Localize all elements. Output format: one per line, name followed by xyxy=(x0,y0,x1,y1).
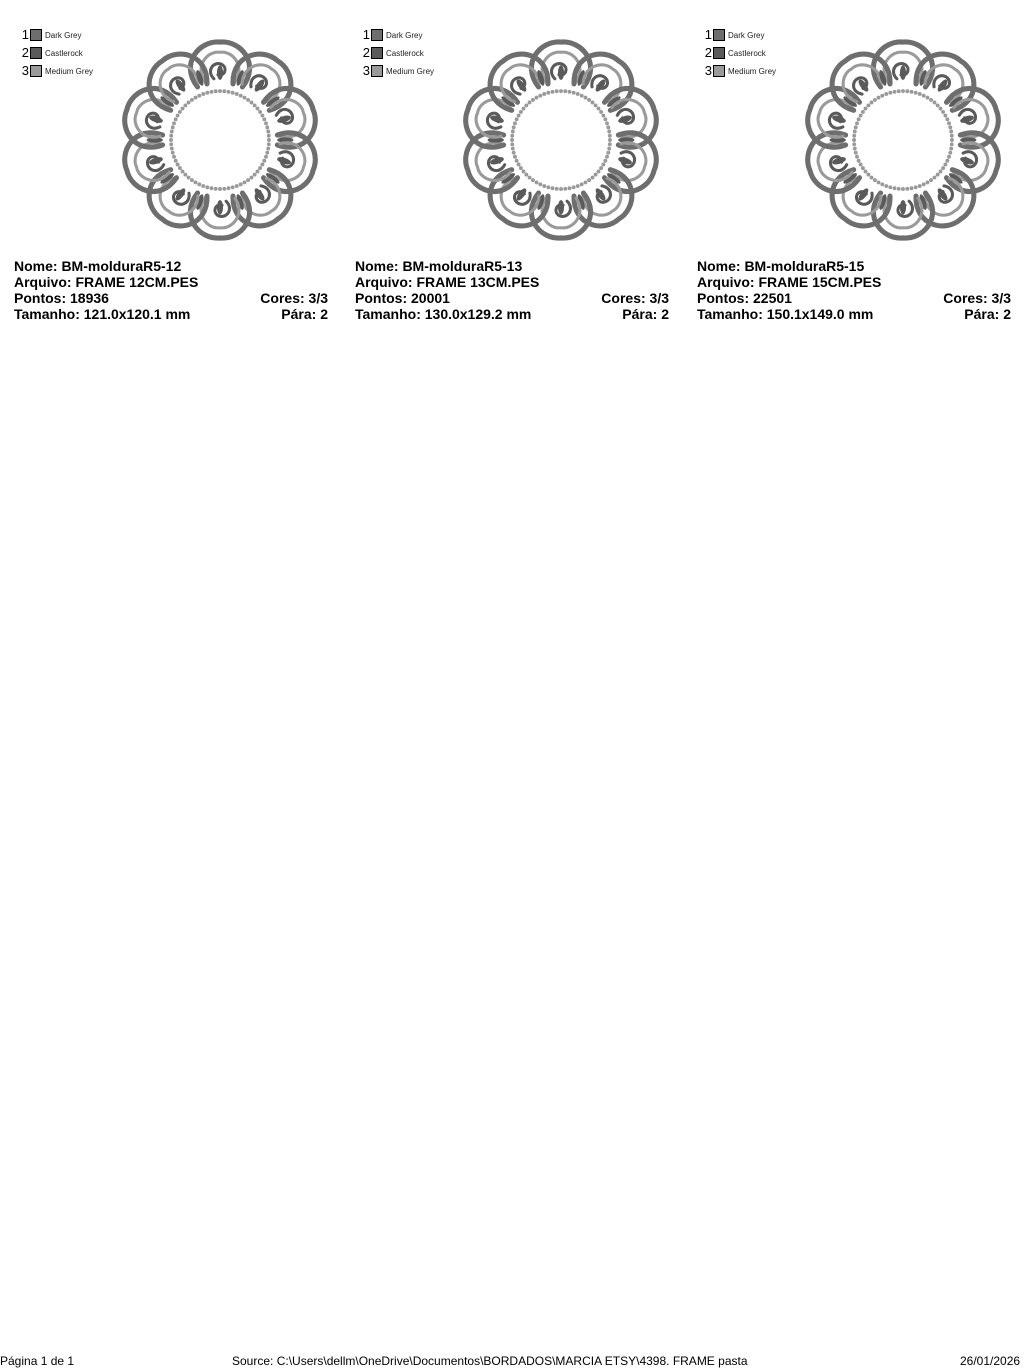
legend-number: 2 xyxy=(21,45,29,60)
design-card-3 xyxy=(697,26,1017,326)
color-swatch xyxy=(30,65,42,77)
design-file: Arquivo: FRAME 12CM.PES xyxy=(14,274,199,290)
stitch-count: Pontos: 20001 xyxy=(355,290,450,306)
design-file: Arquivo: FRAME 13CM.PES xyxy=(355,274,540,290)
legend-color-name: Medium Grey xyxy=(45,66,94,76)
design-card-2 xyxy=(355,26,675,326)
print-date: 26/01/2026 xyxy=(960,1354,1021,1368)
legend-item xyxy=(361,62,434,80)
color-swatch xyxy=(371,29,383,41)
legend-item xyxy=(20,62,93,80)
color-legend xyxy=(20,26,93,80)
color-legend xyxy=(361,26,434,80)
legend-item xyxy=(703,62,776,80)
legend-color-name: Castlerock xyxy=(45,48,83,58)
design-name: Nome: BM-molduraR5-12 xyxy=(14,258,182,274)
legend-item xyxy=(361,26,434,44)
legend-number: 1 xyxy=(704,27,712,42)
legend-number: 2 xyxy=(362,45,370,60)
color-swatch xyxy=(371,47,383,59)
stop-count: Pára: 2 xyxy=(622,306,669,322)
stitch-count: Pontos: 18936 xyxy=(14,290,109,306)
legend-item xyxy=(703,44,776,62)
color-swatch xyxy=(713,47,725,59)
color-swatch xyxy=(30,47,42,59)
legend-color-name: Dark Grey xyxy=(728,30,765,40)
embroidery-wreath-preview xyxy=(118,38,322,242)
color-swatch xyxy=(713,29,725,41)
legend-item xyxy=(361,44,434,62)
legend-color-name: Medium Grey xyxy=(728,66,777,76)
stitch-count: Pontos: 22501 xyxy=(697,290,792,306)
color-swatch xyxy=(371,65,383,77)
embroidery-wreath-preview xyxy=(801,38,1005,242)
page-number: Página 1 de 1 xyxy=(0,1354,75,1368)
legend-number: 3 xyxy=(704,63,712,78)
legend-number: 1 xyxy=(362,27,370,42)
design-name: Nome: BM-molduraR5-13 xyxy=(355,258,523,274)
stop-count: Pára: 2 xyxy=(964,306,1011,322)
color-swatch xyxy=(713,65,725,77)
design-name: Nome: BM-molduraR5-15 xyxy=(697,258,865,274)
legend-color-name: Medium Grey xyxy=(386,66,435,76)
design-size: Tamanho: 121.0x120.1 mm xyxy=(14,306,191,322)
color-count: Cores: 3/3 xyxy=(260,290,328,306)
legend-number: 3 xyxy=(362,63,370,78)
stop-count: Pára: 2 xyxy=(281,306,328,322)
color-swatch xyxy=(30,29,42,41)
legend-color-name: Dark Grey xyxy=(45,30,82,40)
design-info xyxy=(355,258,669,322)
design-card-1 xyxy=(14,26,334,326)
color-count: Cores: 3/3 xyxy=(601,290,669,306)
source-path: Source: C:\Users\dellm\OneDrive\Documentos\BORDADOS\MARCIA ETSY\4398. FRAME pasta xyxy=(232,1354,748,1368)
legend-number: 3 xyxy=(21,63,29,78)
color-legend xyxy=(703,26,776,80)
design-info xyxy=(697,258,1011,322)
legend-color-name: Dark Grey xyxy=(386,30,423,40)
legend-number: 1 xyxy=(21,27,29,42)
color-count: Cores: 3/3 xyxy=(943,290,1011,306)
design-file: Arquivo: FRAME 15CM.PES xyxy=(697,274,882,290)
legend-item xyxy=(703,26,776,44)
design-info xyxy=(14,258,328,322)
legend-item xyxy=(20,44,93,62)
legend-color-name: Castlerock xyxy=(728,48,766,58)
design-size: Tamanho: 130.0x129.2 mm xyxy=(355,306,532,322)
legend-number: 2 xyxy=(704,45,712,60)
legend-item xyxy=(20,26,93,44)
legend-color-name: Castlerock xyxy=(386,48,424,58)
embroidery-wreath-preview xyxy=(459,38,663,242)
design-size: Tamanho: 150.1x149.0 mm xyxy=(697,306,874,322)
